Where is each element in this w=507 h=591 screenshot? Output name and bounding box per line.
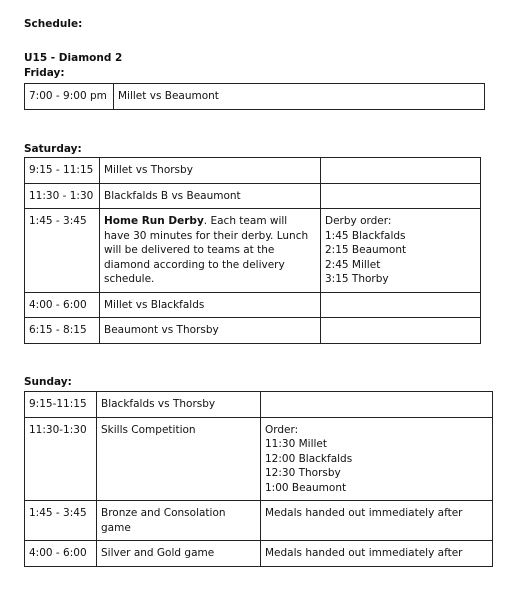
- time-cell: 11:30-1:30: [25, 417, 97, 501]
- note-cell: [321, 158, 481, 184]
- note-cell: [261, 392, 493, 418]
- event-cell: Millet vs Thorsby: [100, 158, 321, 184]
- time-cell: 4:00 - 6:00: [25, 541, 97, 567]
- table-row: [25, 318, 481, 344]
- event-cell: Millet vs Blackfalds: [100, 292, 321, 318]
- table-row: [25, 292, 481, 318]
- event-description: . Each team will have 30 minutes for their derby. Lunch will be delivered to teams at the diamond according to the delivery schedule.: [104, 215, 309, 285]
- table-row: [25, 417, 493, 501]
- sunday-table: [24, 391, 493, 567]
- table-row: [25, 84, 485, 110]
- schedule-heading: Schedule:: [24, 18, 83, 30]
- note-cell: [261, 417, 493, 501]
- friday-table: [24, 83, 485, 110]
- time-cell: 9:15-11:15: [25, 392, 97, 418]
- note-line: 12:00 Blackfalds: [265, 452, 353, 465]
- saturday-heading: Saturday:: [24, 143, 82, 155]
- friday-heading: Friday:: [24, 67, 65, 79]
- note-cell: Medals handed out immediately after: [261, 501, 493, 541]
- event-title: Home Run Derby: [104, 215, 204, 227]
- table-row: [25, 501, 493, 541]
- time-cell: 9:15 - 11:15: [25, 158, 100, 184]
- time-cell: 6:15 - 8:15: [25, 318, 100, 344]
- note-line: 11:30 Millet: [265, 438, 327, 450]
- event-cell: Skills Competition: [97, 417, 261, 501]
- time-cell: 7:00 - 9:00 pm: [25, 84, 114, 110]
- note-line: 1:45 Blackfalds: [325, 229, 406, 242]
- event-cell: Blackfalds B vs Beaumont: [100, 183, 321, 209]
- table-row: [25, 541, 493, 567]
- event-cell: Bronze and Consolation game: [97, 501, 261, 541]
- note-line: Derby order:: [325, 215, 392, 227]
- note-line: 2:45 Millet: [325, 258, 381, 271]
- note-cell: [321, 183, 481, 209]
- time-cell: 4:00 - 6:00: [25, 292, 100, 318]
- event-cell: [100, 209, 321, 293]
- note-line: Order:: [265, 423, 299, 436]
- note-cell: [321, 292, 481, 318]
- table-row: [25, 158, 481, 184]
- table-row: [25, 209, 481, 293]
- event-cell: Beaumont vs Thorsby: [100, 318, 321, 344]
- event-cell: Silver and Gold game: [97, 541, 261, 567]
- saturday-table: [24, 157, 481, 344]
- note-cell: Medals handed out immediately after: [261, 541, 493, 567]
- division-heading: U15 - Diamond 2: [24, 52, 123, 64]
- time-cell: 11:30 - 1:30: [25, 183, 100, 209]
- time-cell: 1:45 - 3:45: [25, 209, 100, 293]
- note-cell: [321, 318, 481, 344]
- note-cell: [321, 209, 481, 293]
- sunday-heading: Sunday:: [24, 376, 72, 388]
- table-row: [25, 392, 493, 418]
- note-line: 3:15 Thorby: [325, 273, 389, 285]
- note-line: 12:30 Thorsby: [265, 467, 341, 479]
- note-line: 1:00 Beaumont: [265, 481, 347, 494]
- note-line: 2:15 Beaumont: [325, 244, 407, 256]
- event-cell: Millet vs Beaumont: [114, 84, 485, 110]
- event-cell: Blackfalds vs Thorsby: [97, 392, 261, 418]
- time-cell: 1:45 - 3:45: [25, 501, 97, 541]
- table-row: [25, 183, 481, 209]
